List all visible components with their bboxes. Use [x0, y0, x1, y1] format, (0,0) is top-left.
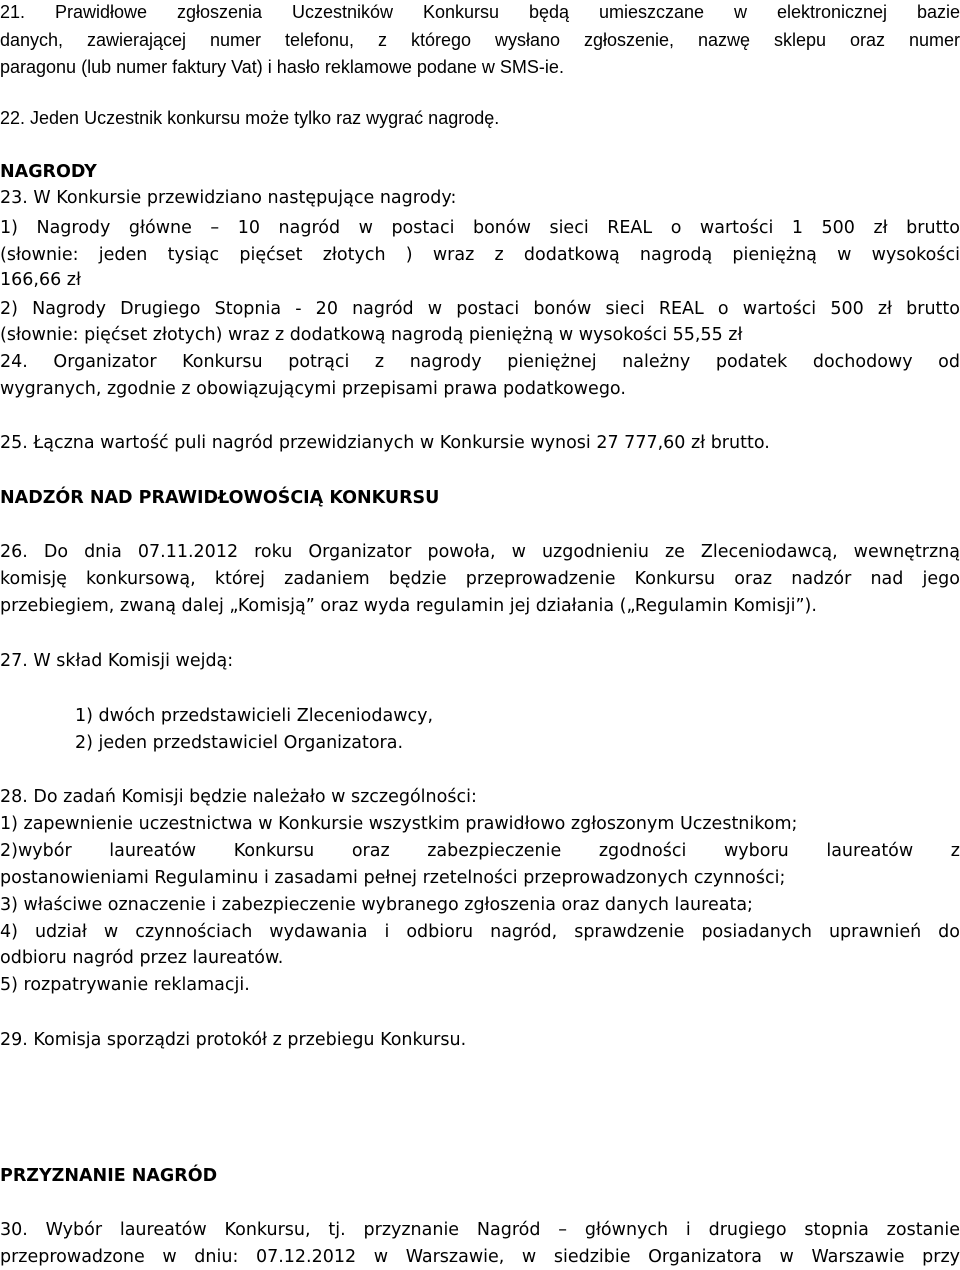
paragraph-21-line-2: danych, zawierającej numer telefonu, z którego wysłano zgłoszenie, nazwę sklepu oraz numer: [0, 30, 960, 50]
committee-member-2: 2) jeden przedstawiciel Organizatora.: [75, 733, 404, 753]
paragraph-23: 23. W Konkursie przewidziano następujące nagrody:: [0, 188, 457, 208]
paragraph-26-line-3: przebiegiem, zwaną dalej „Komisją” oraz wyda regulamin jej działania („Regulamin Komisji”).: [0, 596, 817, 616]
prize-1-line-2: (słownie: jeden tysiąc pięćset złotych ) wraz z dodatkową nagrodą pieniężną w wysokości: [0, 245, 960, 265]
paragraph-24-line-1: 24. Organizator Konkursu potrąci z nagrody pieniężnej należny podatek dochodowy od: [0, 352, 960, 372]
paragraph-26-line-1: 26. Do dnia 07.11.2012 roku Organizator powoła, w uzgodnieniu ze Zleceniodawcą, wewnętrzną: [0, 542, 960, 562]
paragraph-30-line-2: przeprowadzone w dniu: 07.12.2012 w Warszawie, w siedzibie Organizatora w Warszawie przy: [0, 1247, 960, 1267]
prize-2-line-2: (słownie: pięćset złotych) wraz z dodatkową nagrodą pieniężną w wysokości 55,55 zł: [0, 325, 743, 345]
paragraph-30-line-1: 30. Wybór laureatów Konkursu, tj. przyznanie Nagród – głównych i drugiego stopnia zostanie: [0, 1220, 960, 1240]
prize-1-line-3: 166,66 zł: [0, 270, 81, 290]
paragraph-24-line-2: wygranych, zgodnie z obowiązującymi przepisami prawa podatkowego.: [0, 379, 626, 399]
task-2-line-2: postanowieniami Regulaminu i zasadami pełnej rzetelności przeprowadzonych czynności;: [0, 868, 786, 888]
paragraph-27: 27. W skład Komisji wejdą:: [0, 651, 234, 671]
prize-2-line-1: 2) Nagrody Drugiego Stopnia - 20 nagród w postaci bonów sieci REAL o wartości 500 zł brutto: [0, 299, 960, 319]
task-1: 1) zapewnienie uczestnictwa w Konkursie wszystkim prawidłowo zgłoszonym Uczestnikom;: [0, 814, 798, 834]
heading-nagrody: NAGRODY: [0, 162, 97, 182]
task-3: 3) właściwe oznaczenie i zabezpieczenie wybranego zgłoszenia oraz danych laureata;: [0, 895, 753, 915]
paragraph-25: 25. Łączna wartość puli nagród przewidzianych w Konkursie wynosi 27 777,60 zł brutto.: [0, 433, 770, 453]
paragraph-29: 29. Komisja sporządzi protokół z przebiegu Konkursu.: [0, 1030, 467, 1050]
task-4-line-1: 4) udział w czynnościach wydawania i odbioru nagród, sprawdzenie posiadanych uprawnień do: [0, 922, 960, 942]
paragraph-22: 22. Jeden Uczestnik konkursu może tylko raz wygrać nagrodę.: [0, 108, 500, 128]
prize-1-line-1: 1) Nagrody główne – 10 nagród w postaci bonów sieci REAL o wartości 1 500 zł brutto: [0, 218, 960, 238]
paragraph-21-line-3: paragonu (lub numer faktury Vat) i hasło reklamowe podane w SMS-ie.: [0, 57, 564, 77]
committee-member-1: 1) dwóch przedstawicieli Zleceniodawcy,: [75, 706, 434, 726]
task-4-line-2: odbioru nagród przez laureatów.: [0, 948, 284, 968]
paragraph-26-line-2: komisję konkursową, której zadaniem będzie przeprowadzenie Konkursu oraz nadzór nad jego: [0, 569, 960, 589]
heading-nadzor: NADZÓR NAD PRAWIDŁOWOŚCIĄ KONKURSU: [0, 488, 440, 508]
paragraph-21-line-1: 21. Prawidłowe zgłoszenia Uczestników Konkursu będą umieszczane w elektronicznej bazie: [0, 2, 960, 22]
task-5: 5) rozpatrywanie reklamacji.: [0, 975, 250, 995]
heading-przyznanie: PRZYZNANIE NAGRÓD: [0, 1166, 218, 1186]
paragraph-28: 28. Do zadań Komisji będzie należało w szczególności:: [0, 787, 477, 807]
task-2-line-1: 2)wybór laureatów Konkursu oraz zabezpieczenie zgodności wyboru laureatów z: [0, 841, 960, 861]
